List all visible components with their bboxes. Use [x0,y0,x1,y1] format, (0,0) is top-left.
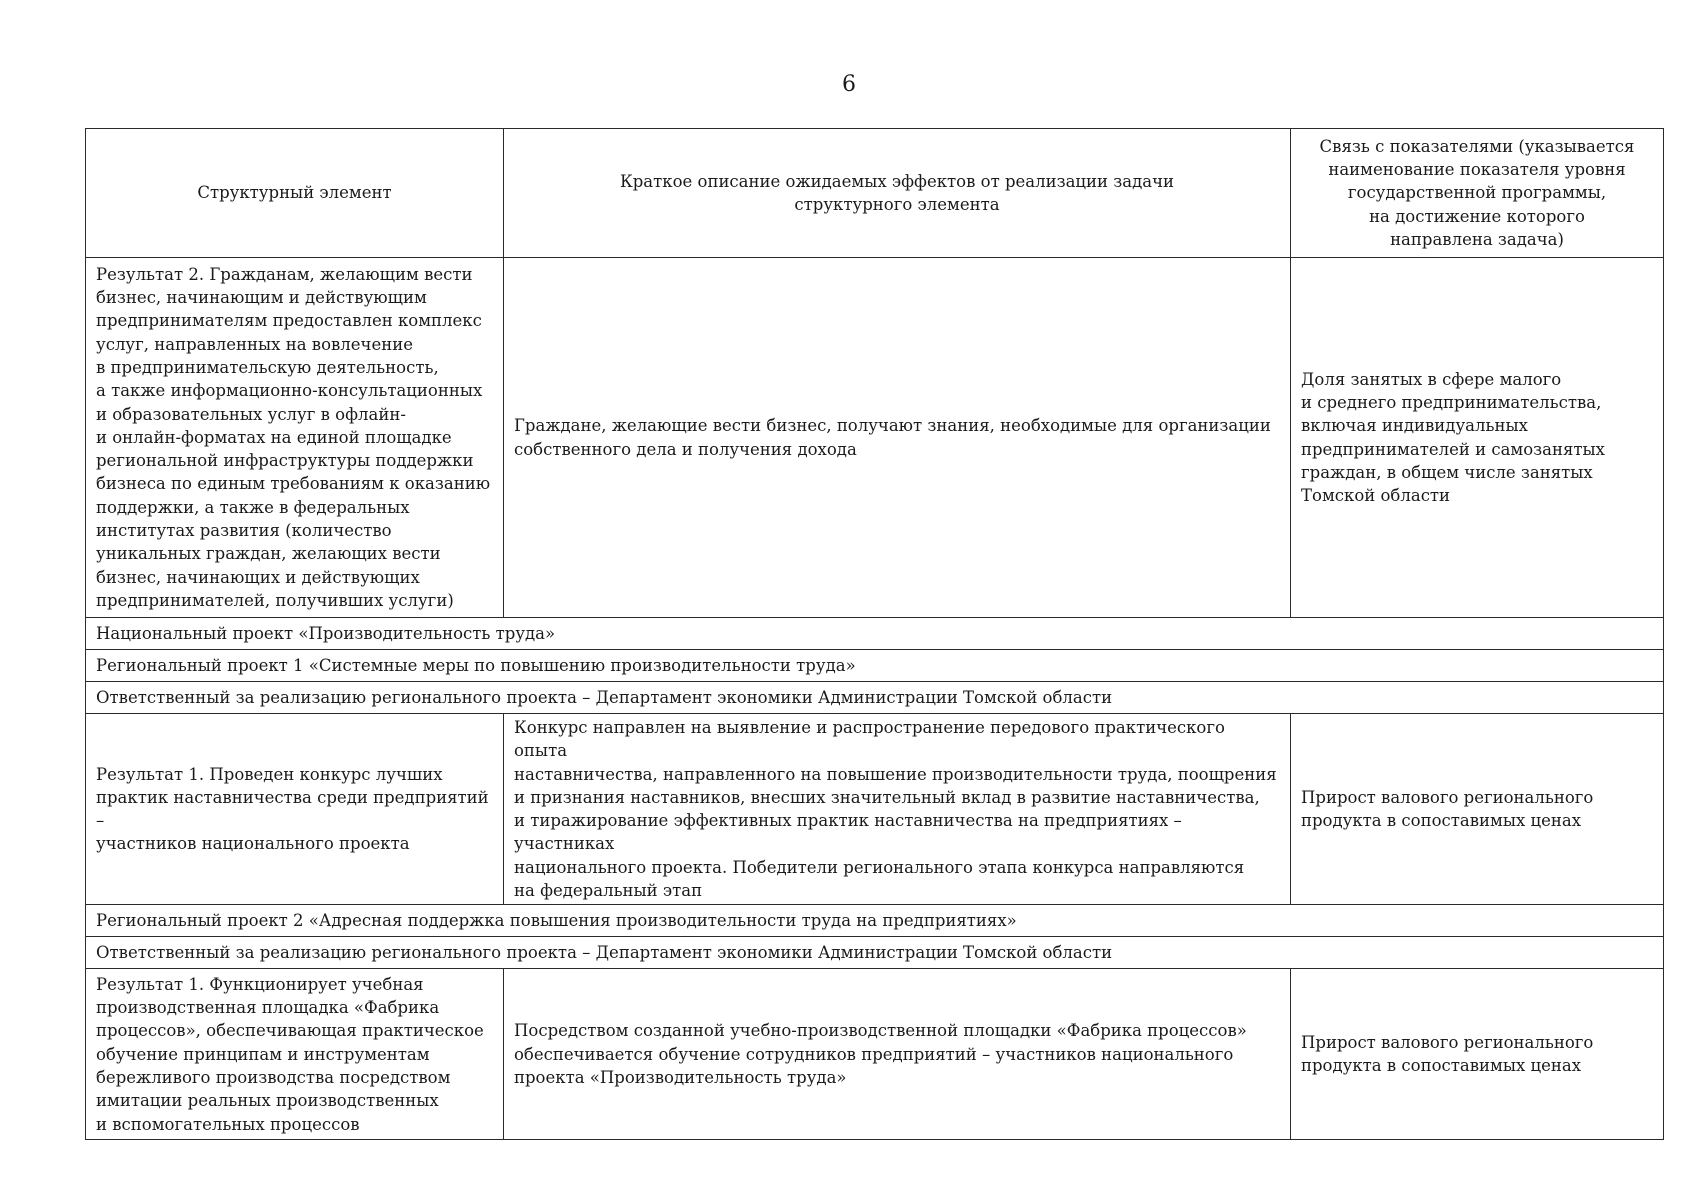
national-project-title: Национальный проект «Производительность труда» [86,618,1664,650]
project-2-result-1-element: Результат 1. Функционирует учебная производственная площадка «Фабрика процессов», обеспечивающая практическое обучение принципам и инструментам бережливого производства посредством имитации реальных производственных и вспомогательных процессов [86,969,504,1140]
page-number: 6 [842,72,856,97]
result-2-indicator: Доля занятых в сфере малого и среднего предпринимательства, включая индивидуальных предпринимателей и самозанятых граждан, в общем числе занятых Томской области [1291,258,1664,618]
table-row [86,618,1664,650]
project-2-result-1-description: Посредством созданной учебно-производственной площадки «Фабрика процессов» обеспечивается обучение сотрудников предприятий – участников национального проекта «Производительность труда» [504,969,1291,1140]
project-2-result-1-indicator: Прирост валового регионального продукта в сопоставимых ценах [1291,969,1664,1140]
regional-project-1-title: Региональный проект 1 «Системные меры по повышению производительности труда» [86,650,1664,682]
table-row [86,650,1664,682]
table-row [86,969,1664,1140]
header-indicator-link: Связь с показателями (указывается наименование показателя уровня государственной программы, на достижение которого направлена задача) [1291,129,1664,258]
table-row [86,905,1664,937]
regional-project-2-title: Региональный проект 2 «Адресная поддержка повышения производительности труда на предприятиях» [86,905,1664,937]
regional-project-2-responsible: Ответственный за реализацию регионального проекта – Департамент экономики Администрации Томской области [86,937,1664,969]
project-1-result-1-element: Результат 1. Проведен конкурс лучших практик наставничества среди предприятий – участников национального проекта [86,714,504,905]
result-2-element: Результат 2. Гражданам, желающим вести бизнес, начинающим и действующим предпринимателям предоставлен комплекс услуг, направленных на вовлечение в предпринимательскую деятельность, а также информационно-консультационных и образовательных услуг в офлайн- и онлайн-форматах на единой площадке региональной инфраструктуры поддержки бизнеса по единым требованиям к оказанию поддержки, а также в федеральных институтах развития (количество уникальных граждан, желающих вести бизнес, начинающих и действующих предпринимателей, получивших услуги) [86,258,504,618]
structure-table [85,128,1664,1140]
table-row [86,682,1664,714]
regional-project-1-responsible: Ответственный за реализацию регионального проекта – Департамент экономики Администрации Томской области [86,682,1664,714]
header-effects-description: Краткое описание ожидаемых эффектов от реализации задачи структурного элемента [504,129,1291,258]
table-header-row [86,129,1664,258]
header-structural-element: Структурный элемент [86,129,504,258]
table-row [86,937,1664,969]
table-row [86,258,1664,618]
table-row [86,714,1664,905]
result-2-description: Граждане, желающие вести бизнес, получают знания, необходимые для организации собственного дела и получения дохода [504,258,1291,618]
project-1-result-1-indicator: Прирост валового регионального продукта в сопоставимых ценах [1291,714,1664,905]
project-1-result-1-description: Конкурс направлен на выявление и распространение передового практического опыта наставничества, направленного на повышение производительности труда, поощрения и признания наставников, внесших значительный вклад в развитие наставничества, и тиражирование эффективных практик наставничества на предприятиях – участниках национального проекта. Победители регионального этапа конкурса направляются на федеральный этап [504,714,1291,905]
